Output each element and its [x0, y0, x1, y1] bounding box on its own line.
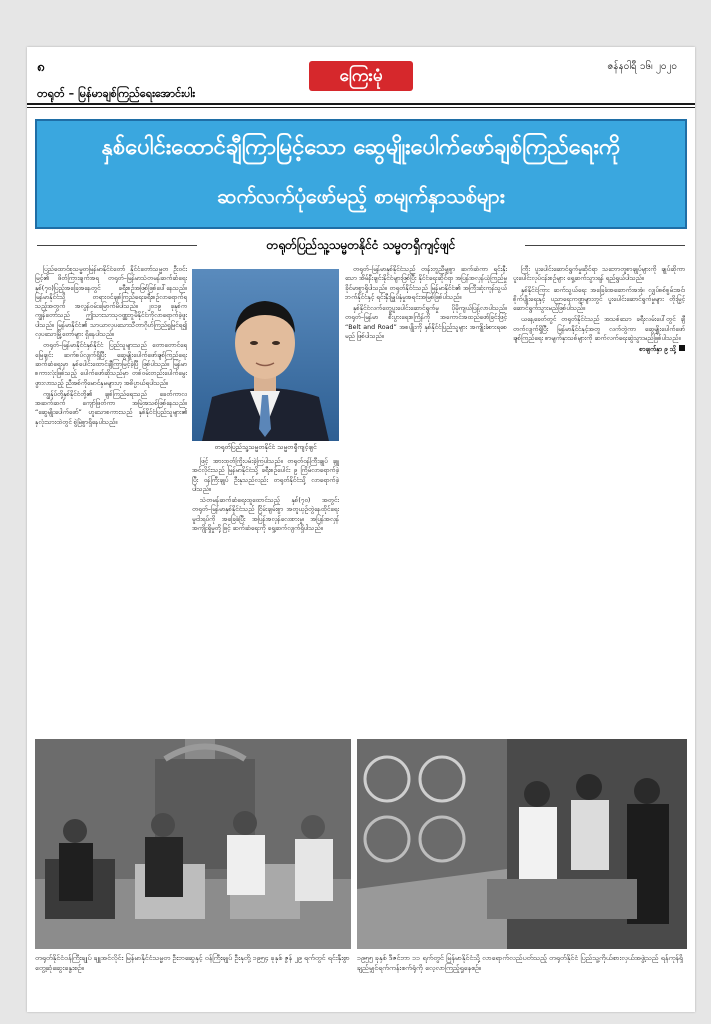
- paragraph: ကျွန်ုပ်တို့နှစ်နိုင်ငံတို့၏ ချစ်ကြည်ရေးသည် ခေတ်ကာလအဆက်ဆက် ကျော်ဖြတ်ကာ အမြဲအသစ်ဖြစ်နေသည်။ “ဆွေမျိုးပေါက်ဖော်” ဟူသောစကားသည် နှစ်နိုင်ငံပြည်သူများ၏ နှလုံးသားထဲတွင် စွဲမြဲစွာရှိနေပါသည်။: [35, 390, 187, 426]
- header-rule-thin: [27, 107, 695, 108]
- paragraph: နှစ်နိုင်ငံလက်တွေ့ပူးပေါင်းဆောင်ရွက်မှု ပိုမိုကျယ်ပြန့်လာပါသည်။ တရုတ်–မြန်မာ စီးပွားရေးစင်္ကြန်ကို အကောင်အထည်ဖော်ခြင်းဖြင့် “Belt and Road” အစပျိုးကို နှစ်နိုင်ငံပြည်သူများ အကျိုးခံစားရစေမည် ဖြစ်ပါသည်။: [345, 305, 507, 341]
- page-header: [27, 47, 695, 100]
- historic-photo-factory: [357, 739, 687, 949]
- masthead-logo: ကြေးမုံ: [309, 61, 413, 91]
- paragraph: ကြီး ပူးပေါင်းဆောင်ရွက်မှုဆိုင်ရာ သဘောတူစာချုပ်များကို ချုပ်ဆိုကာ ပူးပေါင်းလုပ်ငန်းစဉ်များ ရှေ့ဆက်သွားရန် ရည်ရွယ်ပါသည်။: [513, 266, 685, 283]
- paragraph: သံတမန်ဆက်ဆံရေးထူထောင်သည့် နှစ်(၇၀) အတွင်း တရုတ်–မြန်မာနှစ်နိုင်ငံသည် ငြိမ်းချမ်းစွာ အတူယှဉ်တွဲနေထိုင်ရေး မူငါးရပ်ကို အခြေခံပြီး အပြန်အလှန်လေးစားမှု၊ အပြန်အလှန်အကျိုးရှိမှုတို့ဖြင့် ဆက်ဆံရေးကို ရှေ့ဆက်လျက်ရှိပါသည်။: [192, 497, 339, 533]
- historic-photo-leaders: [35, 739, 351, 949]
- paragraph: ပြည်ထောင်စုသမ္မတမြန်မာနိုင်ငံတော် နိုင်ငံတော်သမ္မတ ဦးဝင်းမြင့်၏ ဖိတ်ကြားချက်အရ တရုတ်–မြန်မာသံတမန်ဆက်ဆံရေး နှစ်(၇၀)ပြည့်အခြေအနေတွင် ခရီးစဉ်အဖြစ်ဖြစ်ပေါ်နေသည်။ မြန်မာနိုင်ငံသို့ တရားဝင်ချစ်ကြည်ရေးခရီးစဉ်လာရောက်ရသည့်အတွက် အလွန်ဝမ်းမြောက်မိပါသည်။ ၂၀၁၉ ခုနှစ်က ကျွန်တော်သည် ဤသားသာသုဝဏ္ဏဘူမိနိုင်ငံကိုလာရောက်ခဲ့ဖူးပါသည်။ မြန်မာနိုင်ငံ၏ သာယာလှပသောသီတာဂိုဟ်ကြည်ရှုမြင်ရ၍ လှပသောမြို့တော်များ ရှိနေပါသည်။: [35, 266, 187, 339]
- issue-date: ဇန်နဝါရီ ၁၆၊ ၂၀၂၀: [607, 61, 677, 72]
- paragraph: တရုတ်–မြန်မာနိုင်ငံနှစ်နိုင်ငံ ပြည်သူများသည် တောတောင်ရေမြေချင်း ဆက်စပ်လျက်ရှိပြီး ဆွေမျိုးပေါက်ဖော်ချစ်ကြည်ရေးဆက်ဆံရေးမှာ နှစ်ပေါင်းထောင်ချီကြာမြင့်ခဲ့ပြီ ဖြစ်ပါသည်။ မြန်မာစကားလုံးဖြစ်သည့် ပေါက်ဖော်ဆိုသည်မှာ တစ်ဝမ်းတည်းပေါက်မွေးဖွားလာသည့် ညီအစ်ကိုမောင်နှမများဟု အဓိပ္ပာယ်ရပါသည်။: [35, 342, 187, 387]
- byline-rule-right: [525, 245, 685, 246]
- paragraph: ယနေ့ခေတ်တွင် တရုတ်နိုင်ငံသည် အသစ်သော ခရီးလမ်းပေါ်တွင် ချီတက်လျက်ရှိပြီး မြန်မာနိုင်ငံနှင့်အတူ လက်တွဲကာ ဆွေမျိုးပေါက်ဖော်ချစ်ကြည်ရေး စာမျက်နှာသစ်များကို ဆက်လက်ရေးဆွဲသွားမည်ဖြစ်ပါသည်။: [513, 316, 685, 343]
- leaders-meeting-illustration: [35, 739, 351, 949]
- byline: [27, 235, 695, 257]
- headline-banner: [35, 119, 687, 229]
- headline-line-1: နှစ်ပေါင်းထောင်ချီကြာမြင့်သော ဆွေမျိုးပေါက်ဖော်ချစ်ကြည်ရေးကို: [101, 135, 621, 160]
- left-photo-caption: တရုတ်နိုင်ငံဝန်ကြီးချုပ် ချူအင်လိုင်း မြန်မာနိုင်ငံသမ္မတ ဦးဘဆွေနှင့် ဝန်ကြီးချုပ် ဦးနုတို့ ၁၉၅၄ ခုနှစ် ဇွန် ၂၉ ရက်တွင် ရင်းနှီးစွာတွေ့ဆုံဆွေးနွေးစဉ်။: [35, 954, 350, 972]
- factory-visit-illustration: [357, 739, 687, 949]
- header-rule: [27, 103, 695, 105]
- section-label: တရုတ် – မြန်မာချစ်ကြည်ရေးအောင်းပါး: [37, 87, 195, 100]
- byline-text: တရုတ်ပြည်သူ့သမ္မတနိုင်ငံ သမ္မတရှီကျင့်ဖျင်: [266, 238, 456, 252]
- page-number: ၈: [37, 60, 45, 75]
- paragraph: တရုတ်–မြန်မာနှစ်နိုင်ငံသည် တန်းတူညီမျှစွာ ဆက်ဆံကာ ရင်းနှီးသော အိမ်နီးချင်းနိုင်ငံများဖြစ်ပြီး နိုင်ငံရေးဆိုင်ရာ အပြန်အလှန်ယုံကြည်မှု ခိုင်မာစွာရှိပါသည်။ တရုတ်နိုင်ငံသည် မြန်မာနိုင်ငံ၏ အကြီးဆုံးကုန်သွယ်ဘက်နိုင်ငံနှင့် ရင်းနှီးမြှုပ်နှံမှုအရင်းအမြစ်ဖြစ်ပါသည်။: [345, 266, 507, 301]
- article-column-3: [345, 265, 507, 720]
- newspaper-page: [27, 47, 695, 1012]
- article-column-4: [513, 265, 685, 735]
- paragraph: နှစ်နိုင်ငံကြား ဆက်သွယ်ရေး အခြေခံအဆောက်အအုံ၊ လျှပ်စစ်စွမ်းအင်၊ စိုက်ပျိုးရေးနှင့် ပညာရေးကဏ္ဍများတွင် ပူးပေါင်းဆောင်ရွက်မှုများ တိုးမြှင့်ဆောင်ရွက်သွားမည်ဖြစ်ပါသည်။: [513, 286, 685, 313]
- headline-line-2: ဆက်လက်ပုံဖော်မည့် စာမျက်နှာသစ်များ: [217, 184, 505, 208]
- paragraph: ဖြင့် အားထုတ်ကြိုးပမ်းခဲ့ကြပါသည်။ တရုတ်ဝန်ကြီးချုပ် ချူအင်လိုင်းသည် မြန်မာနိုင်ငံသို့ ခရီးစဉ်ပေါင်း ၉ ကြိမ်လာရောက်ခဲ့ပြီး ဝန်ကြီးချုပ် ဦးနုသည်လည်း တရုတ်နိုင်ငံသို့ လာရောက်ခဲ့ပါသည်။: [192, 458, 339, 493]
- article-column-2: [192, 457, 339, 720]
- article-column-1: [35, 265, 187, 720]
- right-photo-caption: ၁၉၅၅ ခုနှစ် ဒီဇင်ဘာ ၁၁ ရက်တွင် မြန်မာနိုင်ငံသို့ လာရောက်လည်ပတ်သည့် တရုတ်နိုင်ငံ ပြည်သူ့ကိုယ်စားလှယ်အဖွဲ့သည် ရန်ကုန်ရှိ ချည်မျှင်ရက်ကန်းစက်ရုံကို လေ့လာကြည့်ရှုနေစဉ်။: [357, 954, 683, 972]
- president-portrait: [192, 269, 339, 441]
- portrait-illustration: [192, 269, 339, 441]
- portrait-caption: တရုတ်ပြည်သူ့သမ္မတနိုင်ငံ သမ္မတရှီကျင့်ဖျင်: [214, 443, 317, 451]
- byline-rule-left: [37, 245, 197, 246]
- continued-note: စာချက်နှာ ၉ သို့: [513, 345, 685, 354]
